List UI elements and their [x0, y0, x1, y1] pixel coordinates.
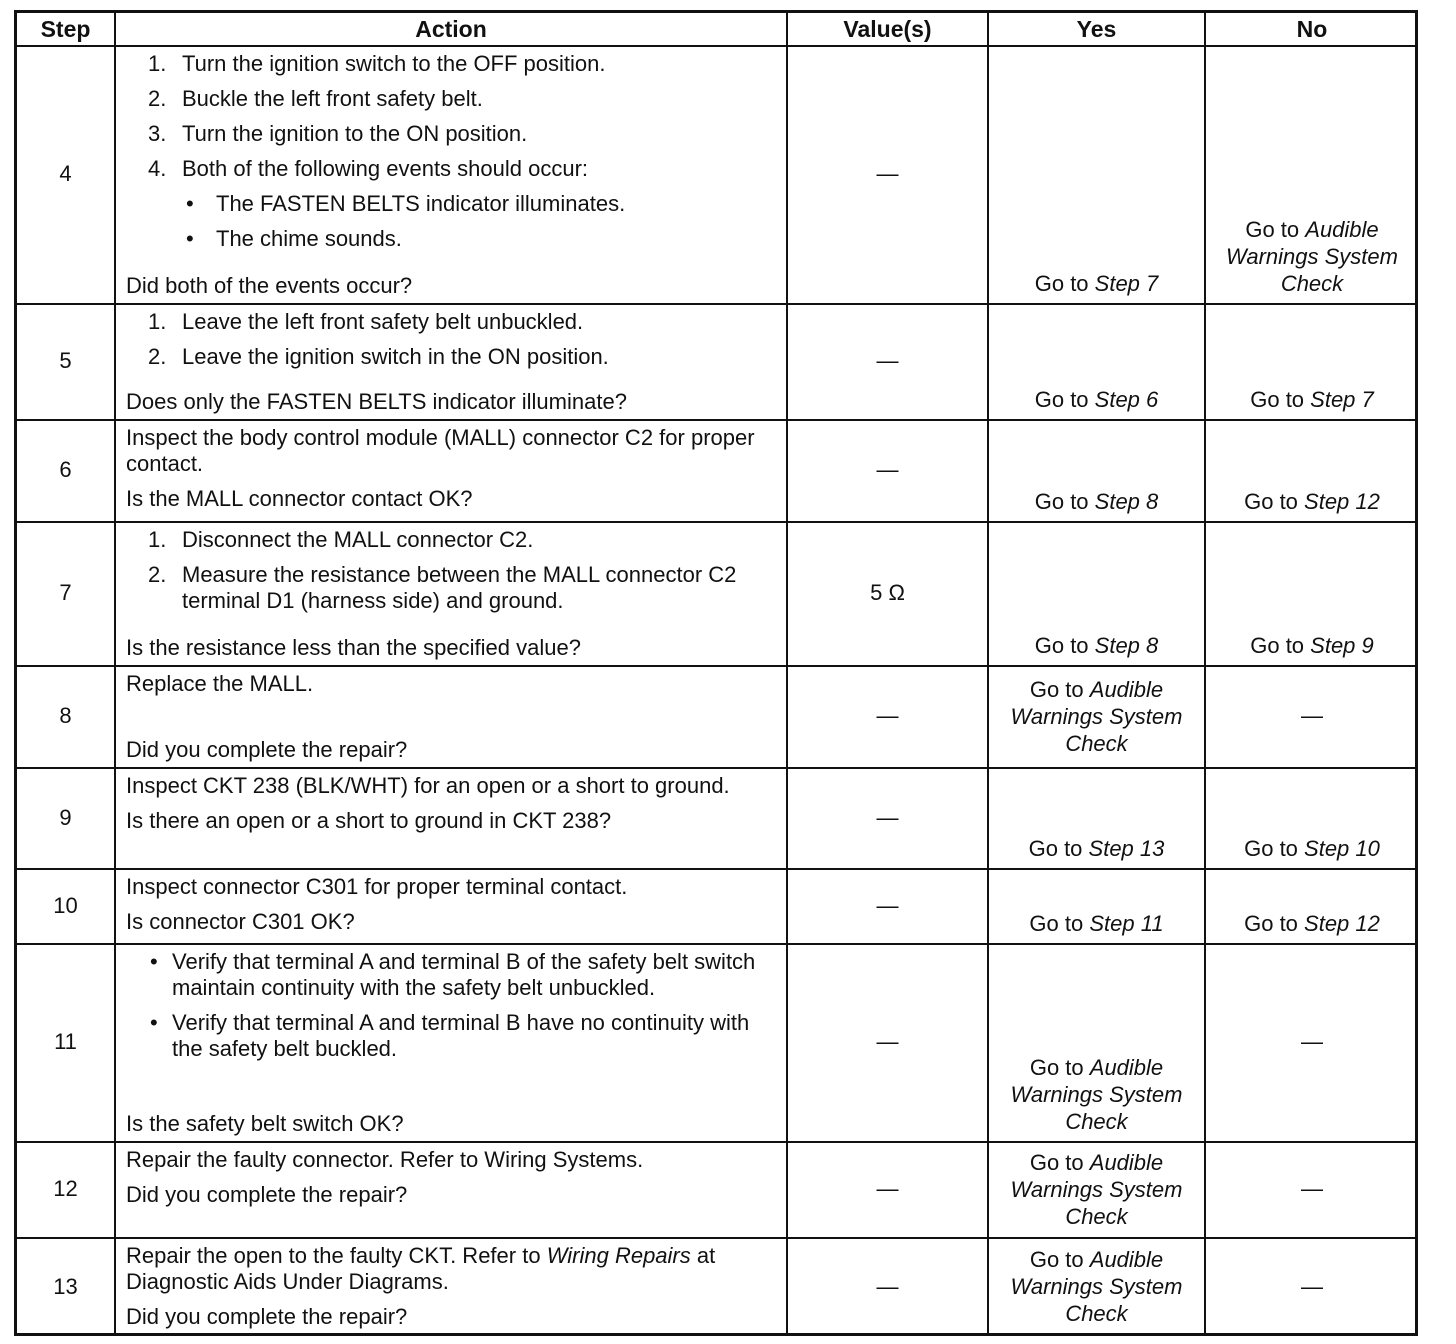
action-cell [116, 45, 786, 303]
action-text: Repair the faulty connector. Refer to Wiring Systems. [126, 1147, 644, 1172]
value-cell: — [876, 1029, 899, 1054]
no-cell-dash: — [1301, 1176, 1323, 1201]
step-text: Turn the ignition switch to the OFF position. [182, 51, 606, 76]
action-text-reference: Wiring Repairs [546, 1243, 691, 1268]
no-prefix: Go to [1244, 836, 1305, 861]
yes-link[interactable] [1004, 1149, 1189, 1230]
no-link[interactable] [1221, 910, 1403, 937]
no-link[interactable] [1221, 216, 1403, 297]
yes-target: Step 11 [1089, 911, 1164, 936]
no-cell [1206, 767, 1418, 868]
action-text: Replace the MALL. [126, 671, 314, 696]
action-text-post: at Diagnostic Aids Under Diagrams. [126, 1243, 716, 1294]
action-cell [116, 521, 786, 665]
step-text: Disconnect the MALL connector C2. [182, 527, 534, 552]
action-question: Is the resistance less than the specified value? [126, 635, 581, 660]
action-cell [116, 868, 786, 943]
action-text: Inspect CKT 238 (BLK/WHT) for an open or a short to ground. [126, 773, 730, 798]
bullet-item [126, 191, 776, 217]
yes-link[interactable] [1004, 488, 1189, 515]
step-number: 12 [53, 1176, 78, 1201]
bullet-text: The FASTEN BELTS indicator illuminates. [216, 191, 626, 216]
no-prefix: Go to [1250, 387, 1311, 412]
yes-cell [989, 1237, 1204, 1336]
step-index: 2. [148, 562, 167, 587]
no-link[interactable] [1221, 386, 1403, 413]
numbered-step [126, 121, 776, 147]
no-cell-dash: — [1301, 703, 1323, 728]
yes-link[interactable] [1004, 386, 1189, 413]
yes-target: Step 8 [1094, 489, 1159, 514]
no-target: Step 7 [1310, 387, 1374, 412]
no-prefix: Go to [1250, 633, 1311, 658]
numbered-step [126, 344, 776, 370]
bullet-text: The chime sounds. [216, 226, 402, 251]
yes-cell [989, 419, 1204, 521]
bullet-item [126, 226, 776, 252]
action-text: Inspect the body control module (MALL) connector C2 for proper contact. [126, 425, 755, 476]
value-cell: — [876, 703, 899, 728]
bullet-item [126, 949, 776, 1001]
no-target: Audible Warnings System Check [1226, 217, 1398, 296]
yes-cell [989, 767, 1204, 868]
no-cell-dash: — [1301, 1029, 1323, 1054]
bullet-text: Verify that terminal A and terminal B have no continuity with the safety belt buckled. [172, 1010, 750, 1061]
yes-target: Audible Warnings System Check [1010, 1055, 1183, 1134]
yes-target: Audible Warnings System Check [1010, 1247, 1183, 1326]
action-question: Is the safety belt switch OK? [126, 1111, 404, 1136]
step-index: 4. [148, 156, 167, 181]
value-cell: — [876, 892, 899, 918]
yes-cell [989, 943, 1204, 1141]
yes-target: Audible Warnings System Check [1010, 1149, 1183, 1229]
no-target: Step 12 [1304, 489, 1380, 514]
step-index: 1. [148, 309, 167, 334]
bullet-text: Verify that terminal A and terminal B of the safety belt switch maintain continuity with the safety belt unbuckled. [172, 949, 756, 1000]
action-text [126, 1243, 776, 1295]
value-cell: 5 Ω [870, 580, 905, 605]
action-text-pre: Repair the open to the faulty CKT. Refer to [126, 1243, 547, 1268]
yes-cell [989, 1141, 1204, 1237]
step-index: 2. [148, 344, 167, 369]
no-prefix: Go to [1245, 217, 1306, 242]
no-cell-dash: — [1301, 1273, 1323, 1299]
yes-prefix: Go to [1029, 1247, 1090, 1272]
header-values: Value(s) [843, 15, 932, 42]
action-question: Is connector C301 OK? [126, 909, 355, 934]
action-question: Did you complete the repair? [126, 1304, 408, 1329]
action-question: Is the MALL connector contact OK? [126, 486, 473, 511]
step-index: 1. [148, 527, 167, 552]
action-cell [116, 419, 786, 521]
yes-prefix: Go to [1029, 676, 1090, 702]
no-cell [1206, 419, 1418, 521]
no-cell [1206, 868, 1418, 943]
step-number: 4 [59, 161, 72, 186]
bullet-icon: • [186, 226, 194, 251]
yes-link[interactable] [1004, 632, 1189, 659]
value-cell: — [876, 1273, 899, 1299]
yes-link[interactable] [1004, 676, 1189, 757]
yes-target: Step 7 [1094, 271, 1159, 296]
yes-link[interactable] [1004, 1246, 1189, 1327]
bullet-icon: • [150, 949, 158, 974]
value-cell: — [876, 804, 899, 830]
header-yes: Yes [1076, 15, 1117, 42]
step-number: 11 [54, 1029, 77, 1054]
value-cell: — [876, 457, 899, 482]
step-index: 3. [148, 121, 167, 146]
yes-target: Step 6 [1094, 387, 1159, 412]
yes-prefix: Go to [1028, 836, 1089, 861]
action-question: Does only the FASTEN BELTS indicator illuminate? [126, 389, 627, 414]
numbered-step [126, 156, 776, 182]
value-cell: — [876, 1176, 899, 1201]
action-cell [116, 665, 786, 767]
step-text: Leave the left front safety belt unbuckled. [182, 309, 584, 334]
step-text: Measure the resistance between the MALL connector C2 terminal D1 (harness side) and ground. [182, 562, 737, 613]
yes-cell [989, 868, 1204, 943]
step-index: 1. [148, 51, 167, 76]
yes-prefix: Go to [1034, 271, 1095, 296]
yes-link[interactable] [1004, 270, 1189, 297]
header-no: No [1296, 15, 1328, 42]
step-number: 13 [53, 1273, 78, 1299]
step-number: 8 [59, 703, 72, 728]
action-cell [116, 767, 786, 868]
bullet-icon: • [150, 1010, 158, 1035]
no-cell [1206, 521, 1418, 665]
yes-link[interactable] [1004, 835, 1189, 862]
yes-prefix: Go to [1029, 1055, 1090, 1080]
numbered-step [126, 86, 776, 112]
no-target: Step 9 [1310, 633, 1374, 658]
no-target: Step 10 [1304, 836, 1380, 861]
numbered-step [126, 309, 776, 335]
action-cell [116, 1141, 786, 1237]
no-link[interactable] [1221, 632, 1403, 659]
step-number: 7 [59, 580, 72, 605]
yes-cell [989, 665, 1204, 767]
yes-target: Step 13 [1088, 836, 1165, 861]
yes-link[interactable] [1004, 1054, 1189, 1135]
yes-prefix: Go to [1034, 633, 1095, 658]
action-cell [116, 943, 786, 1141]
numbered-step [126, 527, 776, 553]
bullet-item [126, 1010, 776, 1062]
step-number: 6 [59, 457, 72, 482]
no-prefix: Go to [1244, 489, 1305, 514]
step-text: Leave the ignition switch in the ON position. [182, 344, 609, 369]
yes-target: Audible Warnings System Check [1010, 676, 1183, 756]
action-cell [116, 303, 786, 419]
no-prefix: Go to [1244, 911, 1305, 936]
action-cell [116, 1237, 786, 1336]
step-index: 2. [148, 86, 167, 111]
no-link[interactable] [1221, 488, 1403, 515]
yes-cell [989, 303, 1204, 419]
yes-target: Step 8 [1094, 633, 1159, 658]
diagnostic-table [14, 10, 1418, 1336]
no-cell [1206, 303, 1418, 419]
yes-prefix: Go to [1029, 911, 1090, 936]
step-text: Turn the ignition to the ON position. [182, 121, 528, 146]
yes-prefix: Go to [1034, 387, 1095, 412]
step-number: 9 [59, 804, 72, 830]
yes-prefix: Go to [1034, 489, 1095, 514]
no-link[interactable] [1221, 835, 1403, 862]
numbered-step [126, 562, 776, 614]
no-cell [1206, 45, 1418, 303]
step-text: Both of the following events should occur: [182, 156, 589, 181]
action-question: Did you complete the repair? [126, 737, 408, 762]
header-action: Action [415, 15, 487, 42]
step-number: 10 [53, 892, 78, 918]
step-text: Buckle the left front safety belt. [182, 86, 483, 111]
value-cell: — [876, 161, 899, 186]
action-text: Inspect connector C301 for proper terminal contact. [126, 874, 628, 899]
step-number: 5 [59, 348, 72, 373]
yes-cell [989, 45, 1204, 303]
value-cell: — [876, 348, 899, 373]
bullet-icon: • [186, 191, 194, 216]
numbered-step [126, 51, 776, 77]
action-question: Is there an open or a short to ground in CKT 238? [126, 808, 612, 833]
no-target: Step 12 [1304, 911, 1380, 936]
yes-cell [989, 521, 1204, 665]
header-step: Step [40, 15, 91, 42]
yes-link[interactable] [1004, 910, 1189, 937]
action-question: Did you complete the repair? [126, 1182, 408, 1207]
yes-prefix: Go to [1029, 1149, 1090, 1175]
action-question: Did both of the events occur? [126, 273, 413, 298]
